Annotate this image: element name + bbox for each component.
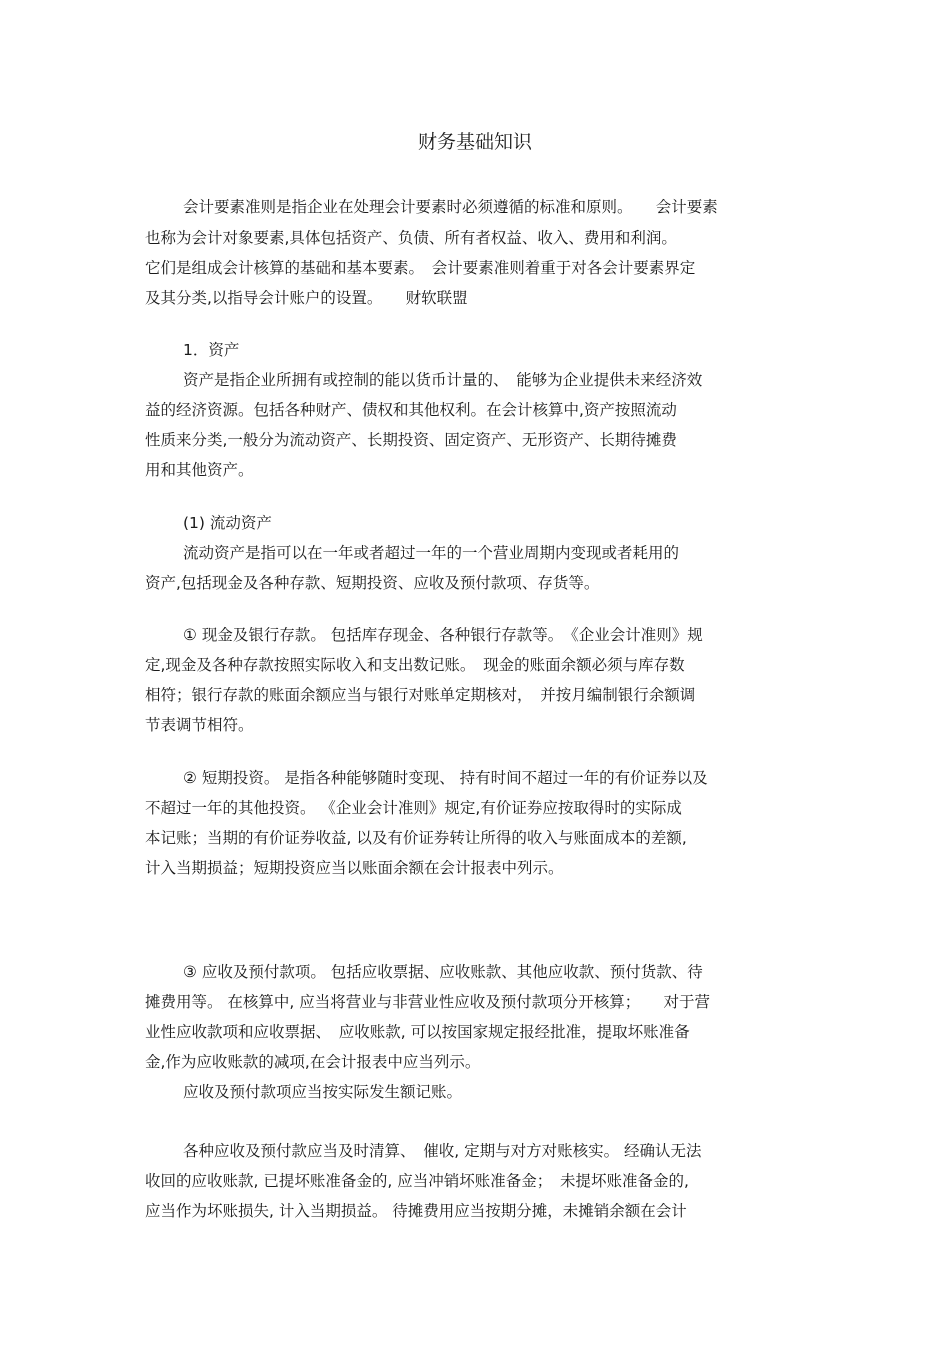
paragraph-line: 计入当期损益；短期投资应当以账面余额在会计报表中列示。: [145, 859, 564, 877]
paragraph-line: 及其分类,以指导会计账户的设置。 财软联盟: [145, 289, 468, 307]
paragraph-line: 业性应收款项和应收票据、 应收账款, 可以按国家规定报经批准，提取坏账准备: [145, 1023, 690, 1041]
paragraph-line: 收回的应收账款, 已提坏账准备金的, 应当冲销坏账准备金； 未提坏账准备金的,: [145, 1172, 689, 1190]
paragraph-line: 相符；银行存款的账面余额应当与银行对账单定期核对， 并按月编制银行余额调: [145, 686, 696, 704]
paragraph-line: 用和其他资产。: [145, 461, 254, 479]
subsection-heading: (1) 流动资产: [183, 514, 272, 532]
paragraph-line: 各种应收及预付款应当及时清算、 催收, 定期与对方对账核实。 经确认无法: [183, 1142, 702, 1160]
paragraph-line: 资产是指企业所拥有或控制的能以货币计量的、 能够为企业提供未来经济效: [183, 371, 703, 389]
paragraph-line: 金,作为应收账款的减项,在会计报表中应当列示。: [145, 1053, 481, 1071]
paragraph-line: 摊费用等。 在核算中, 应当将营业与非营业性应收及预付款项分开核算； 对于营: [145, 993, 711, 1011]
section-heading: 1．资产: [183, 341, 240, 359]
paragraph-line: 本记账；当期的有价证券收益, 以及有价证券转让所得的收入与账面成本的差额,: [145, 829, 687, 847]
paragraph-line: 定,现金及各种存款按照实际收入和支出数记账。 现金的账面余额必须与库存数: [145, 656, 685, 674]
paragraph-line: 会计要素准则是指企业在处理会计要素时必须遵循的标准和原则。 会计要素: [183, 198, 718, 216]
paragraph-line: 应当作为坏账损失, 计入当期损益。 待摊费用应当按期分摊，未摊销余额在会计: [145, 1202, 687, 1220]
document-title: 财务基础知识: [417, 131, 532, 153]
paragraph-line: 流动资产是指可以在一年或者超过一年的一个营业周期内变现或者耗用的: [183, 544, 680, 562]
paragraph-line: ① 现金及银行存款。 包括库存现金、各种银行存款等。 《企业会计准则》规: [183, 626, 703, 644]
paragraph-line: 也称为会计对象要素,具体包括资产、负债、所有者权益、收入、费用和利润。: [145, 229, 677, 247]
paragraph-line: 资产,包括现金及各种存款、短期投资、应收及预付款项、存货等。: [145, 574, 600, 592]
paragraph-line: 节表调节相符。: [145, 716, 254, 734]
paragraph-line: 性质来分类,一般分为流动资产、长期投资、固定资产、无形资产、长期待摊费: [145, 431, 677, 449]
paragraph-line: 益的经济资源。包括各种财产、债权和其他权利。在会计核算中,资产按照流动: [145, 401, 677, 419]
paragraph-line: ③ 应收及预付款项。 包括应收票据、应收账款、其他应收款、预付货款、待: [183, 963, 703, 981]
paragraph-line: 不超过一年的其他投资。 《企业会计准则》规定,有价证券应按取得时的实际成: [145, 799, 682, 817]
paragraph-line: 它们是组成会计核算的基础和基本要素。 会计要素准则着重于对各会计要素界定: [145, 259, 696, 277]
paragraph-line: 应收及预付款项应当按实际发生额记账。: [183, 1083, 463, 1101]
paragraph-line: ② 短期投资。 是指各种能够随时变现、 持有时间不超过一年的有价证券以及: [183, 769, 708, 787]
